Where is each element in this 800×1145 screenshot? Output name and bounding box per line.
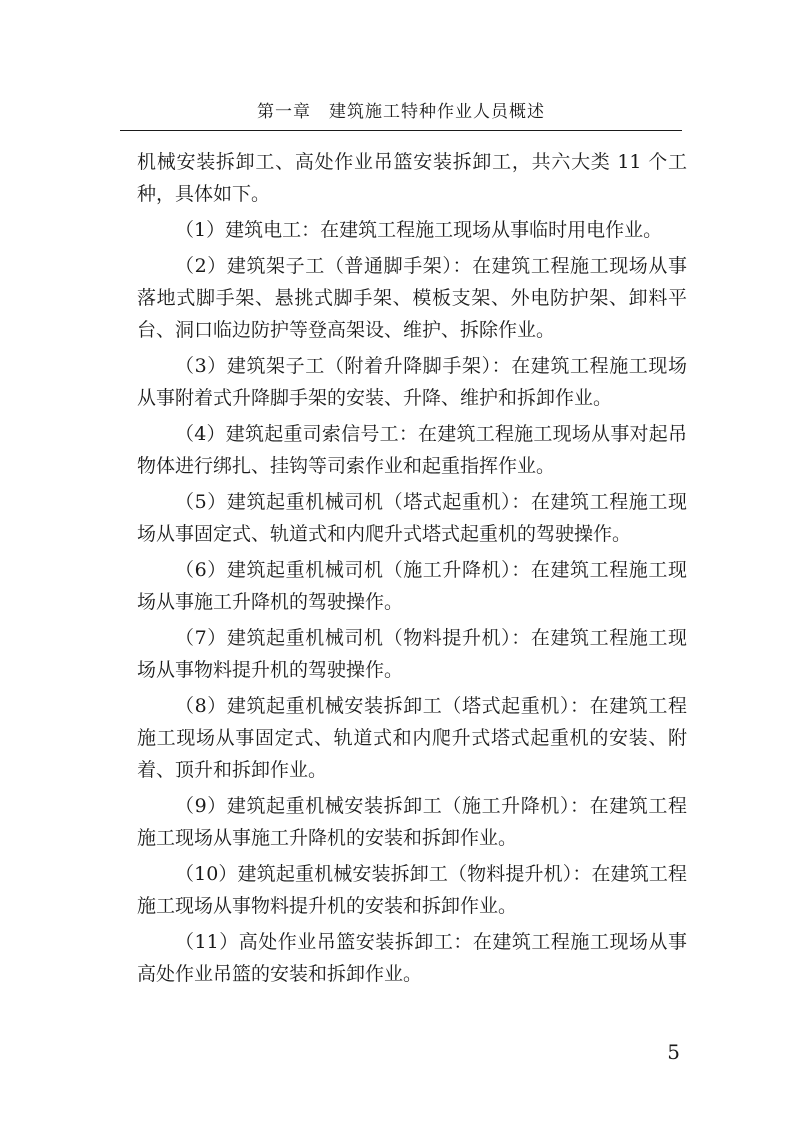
list-item-6: （6）建筑起重机械司机（施工升降机）：在建筑工程施工现场从事施工升降机的驾驶操作。 <box>137 559 687 613</box>
list-item-9: （9）建筑起重机械安装拆卸工（施工升降机）：在建筑工程施工现场从事施工升降机的安装和拆卸作业。 <box>137 795 687 849</box>
list-item-2: （2）建筑架子工（普通脚手架）：在建筑工程施工现场从事落地式脚手架、悬挑式脚手架、模板支架、外电防护架、卸料平台、洞口临边防护等登高架设、维护、拆除作业。 <box>137 255 687 341</box>
running-header: 第一章 建筑施工特种作业人员概述 <box>257 102 545 122</box>
page-number: 5 <box>667 1040 680 1064</box>
list-item-5: （5）建筑起重机械司机（塔式起重机）：在建筑工程施工现场从事固定式、轨道式和内爬升式塔式起重机的驾驶操作。 <box>137 491 687 545</box>
list-item-3: （3）建筑架子工（附着升降脚手架）：在建筑工程施工现场从事附着式升降脚手架的安装、升降、维护和拆卸作业。 <box>137 355 687 409</box>
page-body <box>137 146 687 994</box>
intro-paragraph: 机械安装拆卸工、高处作业吊篮安装拆卸工，共六大类 11 个工种，具体如下。 <box>137 151 687 205</box>
list-item-4: （4）建筑起重司索信号工：在建筑工程施工现场从事对起吊物体进行绑扎、挂钩等司索作业和起重指挥作业。 <box>137 423 687 477</box>
list-item-1: （1）建筑电工：在建筑工程施工现场从事临时用电作业。 <box>175 219 663 241</box>
list-item-7: （7）建筑起重机械司机（物料提升机）：在建筑工程施工现场从事物料提升机的驾驶操作。 <box>137 627 687 681</box>
list-item-11: （11）高处作业吊篮安装拆卸工：在建筑工程施工现场从事高处作业吊篮的安装和拆卸作业。 <box>137 931 687 985</box>
header-rule <box>120 130 682 131</box>
list-item-8: （8）建筑起重机械安装拆卸工（塔式起重机）：在建筑工程施工现场从事固定式、轨道式和内爬升式塔式起重机的安装、附着、顶升和拆卸作业。 <box>137 695 687 781</box>
list-item-10: （10）建筑起重机械安装拆卸工（物料提升机）：在建筑工程施工现场从事物料提升机的安装和拆卸作业。 <box>137 863 687 917</box>
